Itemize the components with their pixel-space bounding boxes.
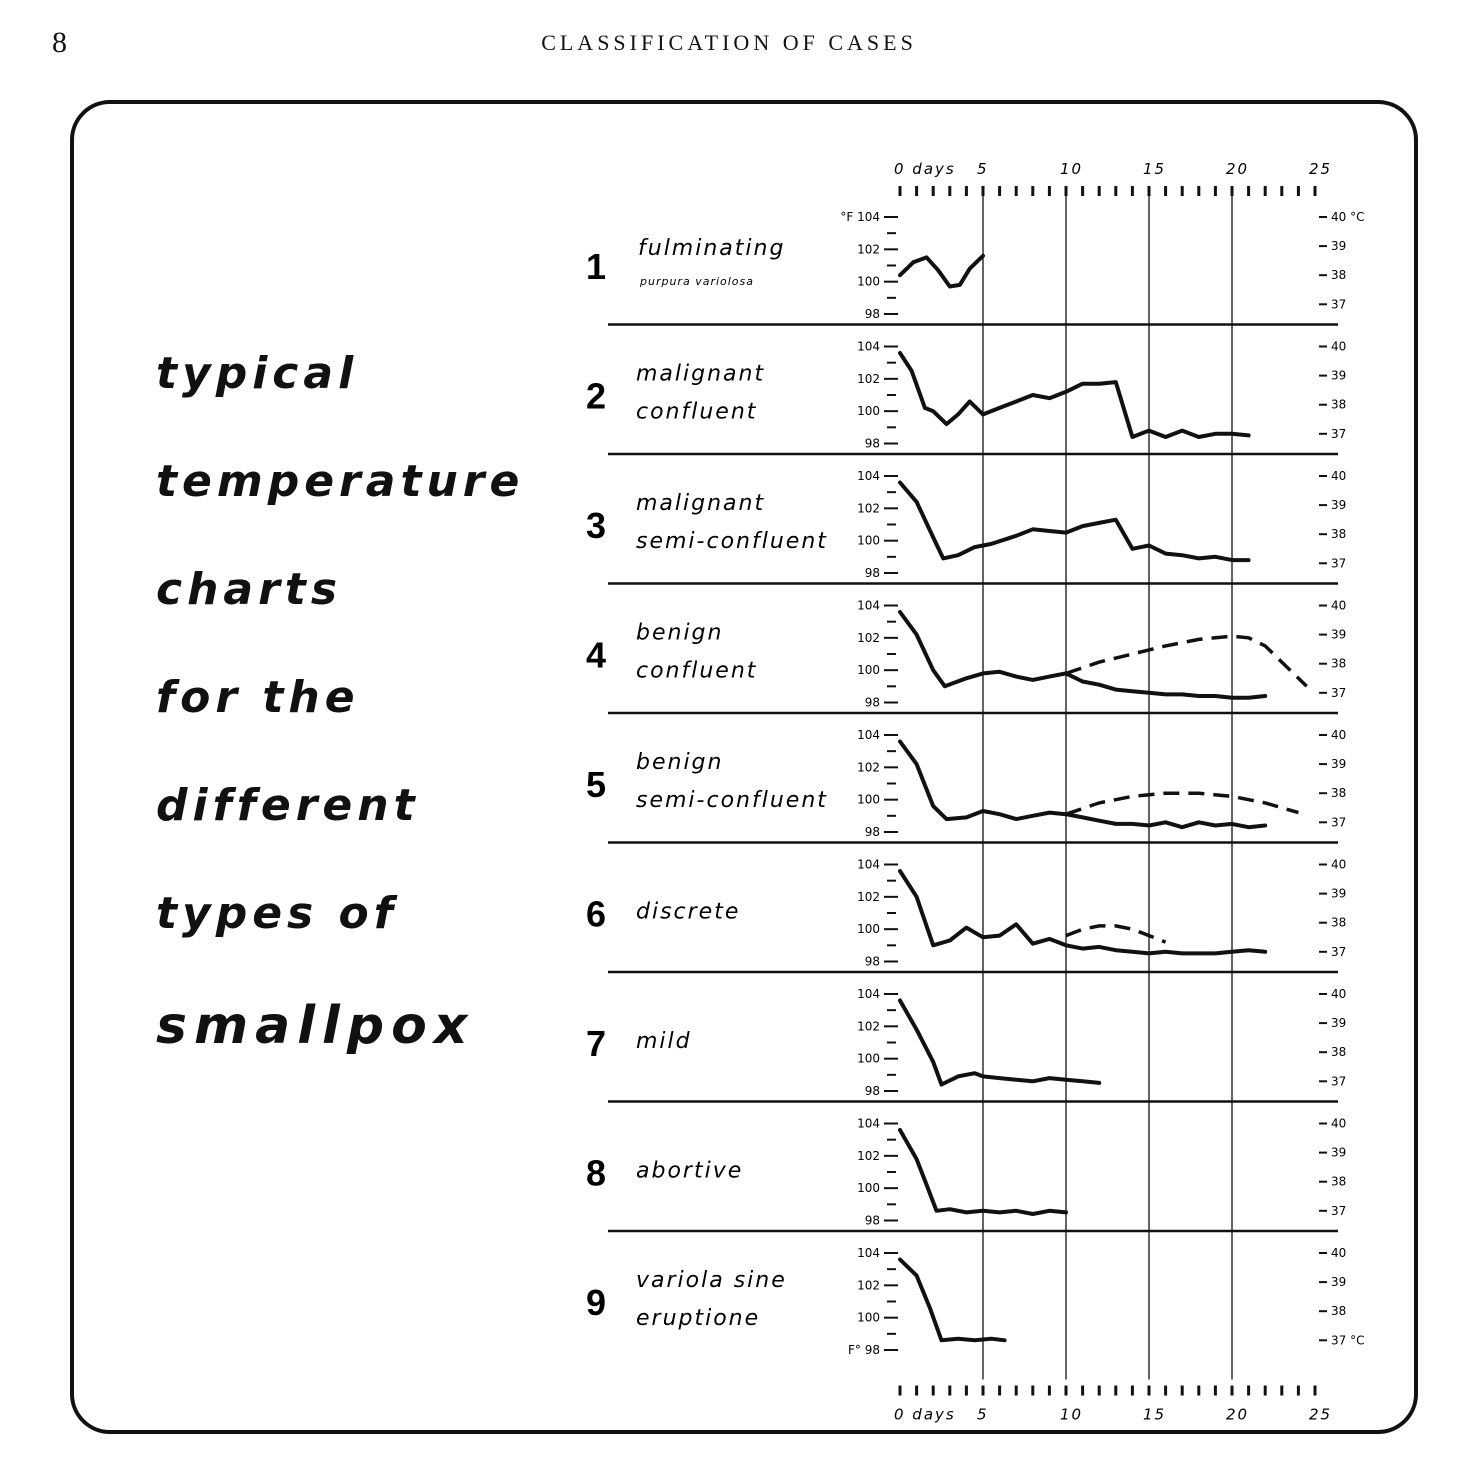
title-line-4: for the (156, 672, 360, 723)
c-tick-label: 37 (1331, 815, 1347, 830)
c-tick-label: 39 (1331, 239, 1347, 254)
f-tick-label: 102 (857, 242, 880, 257)
c-tick-label: 39 (1331, 368, 1347, 383)
temperature-curve (900, 483, 1249, 561)
f-tick-label: 102 (857, 760, 880, 775)
c-tick-label: 39 (1331, 886, 1347, 901)
f-tick-label: 98 (864, 436, 880, 451)
panel-label: eruptione (636, 1305, 761, 1331)
panel-number: 4 (586, 634, 607, 676)
top-day-label: 5 (977, 160, 989, 178)
panel-label: variola sine (636, 1267, 787, 1293)
c-tick-label: 40 (1331, 857, 1347, 872)
f-tick-label: 100 (857, 792, 880, 807)
title-line-7: smallpox (156, 996, 475, 1056)
panel-label: fulminating (638, 235, 786, 261)
f-tick-label: 102 (857, 1019, 880, 1034)
c-tick-label: 38 (1331, 268, 1347, 283)
title-line-6: types of (156, 888, 398, 939)
f-tick-label: 104 (857, 598, 880, 613)
f-tick-label: 98 (864, 1213, 880, 1228)
secondary-fever-curve (1066, 793, 1298, 814)
f-tick-label: 100 (857, 533, 880, 548)
panel-label: benign (636, 749, 724, 775)
f-tick-label: 100 (857, 274, 880, 289)
title-line-3: charts (156, 564, 343, 615)
c-tick-label: 37 (1331, 1203, 1347, 1218)
running-head: CLASSIFICATION OF CASES (541, 30, 917, 55)
panel-number: 6 (586, 893, 607, 935)
title-line-2: temperature (156, 456, 525, 507)
temperature-curve (900, 742, 1265, 828)
c-tick-label: 39 (1331, 1145, 1347, 1160)
bottom-day-label: 5 (977, 1405, 989, 1424)
panel-label: malignant (636, 361, 766, 387)
c-tick-label: 37 (1331, 556, 1347, 571)
c-tick-label: 40 (1331, 339, 1347, 354)
c-tick-label: 40 (1331, 1116, 1347, 1131)
f-tick-label: 98 (864, 307, 880, 321)
f-tick-label: 100 (857, 1310, 880, 1325)
f-tick-label: 102 (857, 1148, 880, 1163)
panel-label: malignant (636, 490, 766, 516)
panel-label: discrete (636, 899, 741, 925)
f-tick-label: 98 (864, 695, 880, 710)
panel-label: mild (636, 1028, 692, 1054)
f-tick-label: 98 (864, 566, 880, 580)
f-tick-label: 102 (857, 1278, 880, 1293)
f-tick-label: 104 (857, 469, 880, 483)
bottom-day-label: 20 (1226, 1405, 1250, 1424)
top-day-label: 10 (1060, 160, 1084, 178)
bottom-day-label: 0 days (894, 1405, 956, 1424)
f-tick-label: 98 (864, 825, 880, 839)
temperature-curve (900, 353, 1249, 437)
c-tick-label: 38 (1331, 1304, 1347, 1319)
c-tick-label: 38 (1331, 1174, 1347, 1189)
c-tick-label: 37 °C (1331, 1333, 1365, 1348)
f-tick-label: 100 (857, 663, 880, 678)
temperature-curve (900, 1260, 1005, 1341)
panel-number: 3 (586, 504, 607, 546)
c-tick-label: 40 (1331, 987, 1347, 1001)
secondary-fever-curve (1066, 926, 1166, 942)
f-tick-label: 104 (857, 857, 880, 872)
top-day-label: 15 (1143, 160, 1167, 178)
f-tick-label: 102 (857, 501, 880, 516)
f-tick-label: 104 (857, 987, 880, 1001)
panel-sublabel: purpura variolosa (640, 274, 755, 288)
c-tick-label: 39 (1331, 498, 1347, 513)
bottom-day-label: 10 (1060, 1405, 1084, 1424)
c-tick-label: 37 (1331, 685, 1347, 700)
f-tick-label: F° 98 (848, 1343, 880, 1357)
panel-label: benign (636, 620, 724, 646)
f-tick-label: °F 104 (840, 210, 880, 224)
c-tick-label: 40 (1331, 728, 1347, 742)
f-tick-label: 98 (864, 1084, 880, 1098)
page-number: 8 (52, 26, 67, 59)
panel-label: semi-confluent (636, 787, 828, 813)
f-tick-label: 102 (857, 630, 880, 645)
bottom-day-label: 25 (1309, 1405, 1333, 1424)
c-tick-label: 39 (1331, 1275, 1347, 1290)
c-tick-label: 38 (1331, 915, 1347, 930)
f-tick-label: 104 (857, 1246, 880, 1260)
top-day-label: 20 (1226, 160, 1250, 178)
f-tick-label: 98 (864, 954, 880, 969)
top-day-label: 0 days (894, 160, 956, 178)
c-tick-label: 38 (1331, 527, 1347, 542)
c-tick-label: 37 (1331, 297, 1347, 312)
panel-label: confluent (636, 658, 758, 684)
panel-number: 9 (586, 1281, 607, 1323)
temperature-curve (900, 871, 1265, 953)
c-tick-label: 40 °C (1331, 210, 1365, 224)
panel-number: 7 (586, 1022, 607, 1064)
panel-number: 2 (586, 375, 607, 417)
temperature-curve (900, 612, 1265, 698)
c-tick-label: 37 (1331, 426, 1347, 441)
c-tick-label: 37 (1331, 1074, 1347, 1089)
c-tick-label: 40 (1331, 1246, 1347, 1260)
secondary-fever-curve (1066, 636, 1307, 686)
top-day-label: 25 (1309, 160, 1333, 178)
f-tick-label: 100 (857, 1181, 880, 1196)
c-tick-label: 39 (1331, 1016, 1347, 1031)
c-tick-label: 40 (1331, 598, 1347, 613)
c-tick-label: 39 (1331, 627, 1347, 642)
panel-number: 5 (586, 763, 607, 805)
c-tick-label: 37 (1331, 944, 1347, 959)
f-tick-label: 104 (857, 1116, 880, 1131)
c-tick-label: 38 (1331, 656, 1347, 671)
title-line-1: typical (156, 348, 359, 399)
f-tick-label: 104 (857, 339, 880, 354)
f-tick-label: 100 (857, 404, 880, 419)
c-tick-label: 38 (1331, 1045, 1347, 1060)
temperature-curve (900, 256, 983, 287)
f-tick-label: 100 (857, 1051, 880, 1066)
panel-label: semi-confluent (636, 528, 828, 554)
f-tick-label: 100 (857, 922, 880, 937)
title-line-5: different (156, 780, 420, 831)
panel-number: 1 (586, 245, 607, 287)
c-tick-label: 40 (1331, 469, 1347, 483)
panel-number: 8 (586, 1152, 607, 1194)
c-tick-label: 39 (1331, 757, 1347, 772)
f-tick-label: 102 (857, 371, 880, 386)
c-tick-label: 38 (1331, 397, 1347, 412)
f-tick-label: 102 (857, 889, 880, 904)
panel-label: confluent (636, 399, 758, 425)
panel-label: abortive (636, 1158, 744, 1184)
c-tick-label: 38 (1331, 786, 1347, 801)
temperature-curve (900, 1001, 1099, 1085)
bottom-day-label: 15 (1143, 1405, 1167, 1424)
f-tick-label: 104 (857, 728, 880, 742)
